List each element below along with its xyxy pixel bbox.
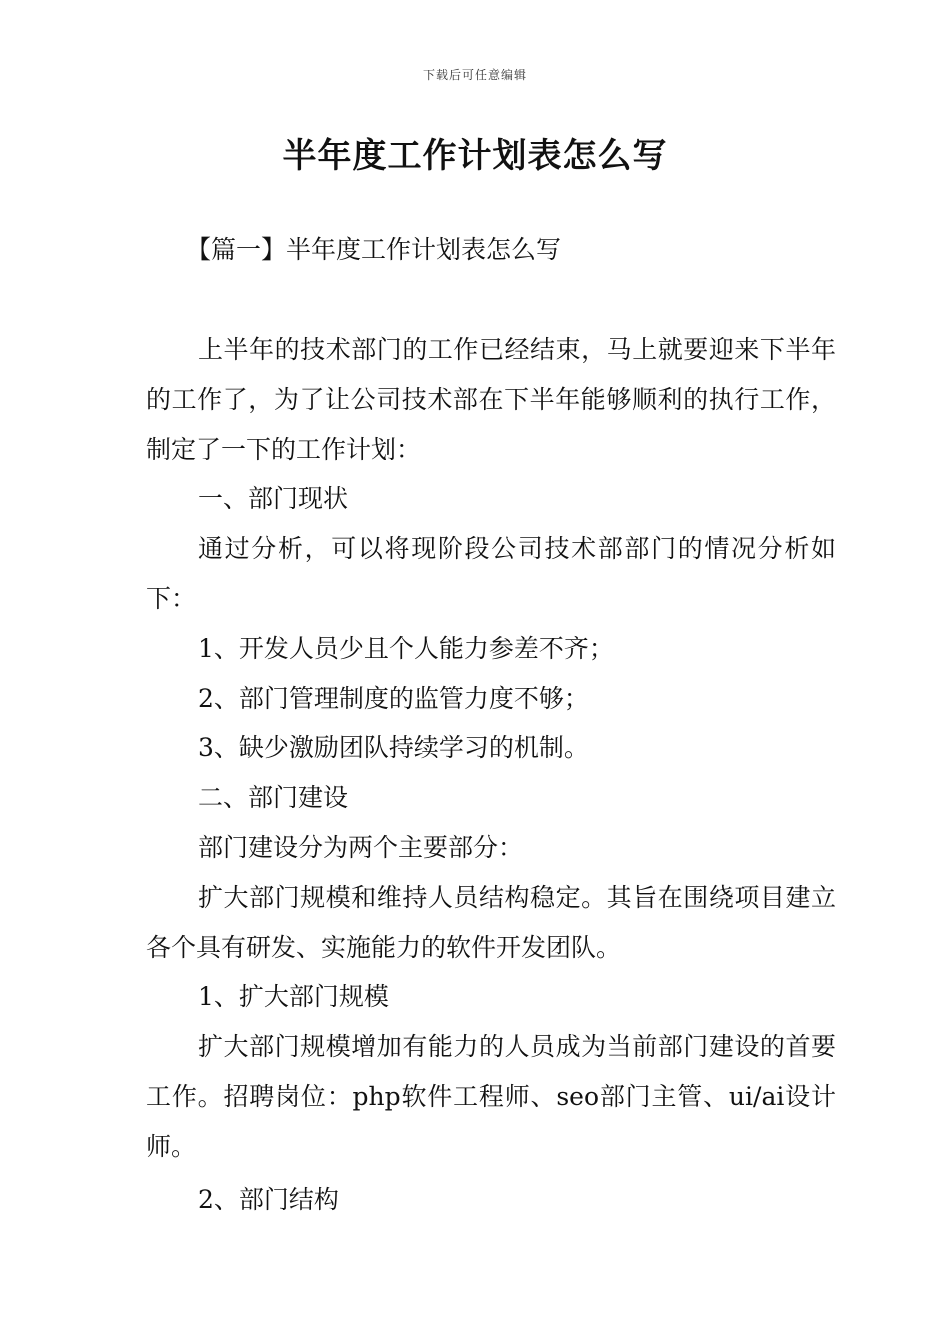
paragraph-building-parts: 部门建设分为两个主要部分：	[198, 832, 524, 862]
paragraph-analysis: 通过分析，可以将现阶段公司技术部部门的情况分析如下：	[146, 534, 836, 613]
section-heading: 【篇一】半年度工作计划表怎么写	[186, 235, 562, 264]
paragraph-intro: 上半年的技术部门的工作已经结束，马上就要迎来下半年的工作了，为了让公司技术部在下半年能够顺利的执行工作，制定了一下的工作计划：	[146, 335, 836, 464]
list-item: 2、部门管理制度的监管力度不够；	[198, 683, 589, 713]
list-item: 1、开发人员少且个人能力参差不齐；	[198, 633, 614, 663]
paragraph-recruitment: 扩大部门规模增加有能力的人员成为当前部门建设的首要工作。招聘岗位：php软件工程师、seo部门主管、ui/ai设计师。	[146, 1032, 836, 1161]
heading-department-building: 二、部门建设	[198, 783, 349, 813]
heading-department-structure: 2、部门结构	[198, 1184, 339, 1214]
heading-expand-scale: 1、扩大部门规模	[198, 982, 389, 1012]
heading-department-status: 一、部门现状	[198, 484, 349, 514]
document-body	[146, 325, 836, 1224]
list-item: 3、缺少激励团队持续学习的机制。	[198, 733, 589, 763]
header-note: 下载后可任意编辑	[422, 68, 527, 82]
document-title: 半年度工作计划表怎么写	[282, 136, 668, 176]
paragraph-building-goal: 扩大部门规模和维持人员结构稳定。其旨在围绕项目建立各个具有研发、实施能力的软件开发团队。	[146, 882, 836, 962]
